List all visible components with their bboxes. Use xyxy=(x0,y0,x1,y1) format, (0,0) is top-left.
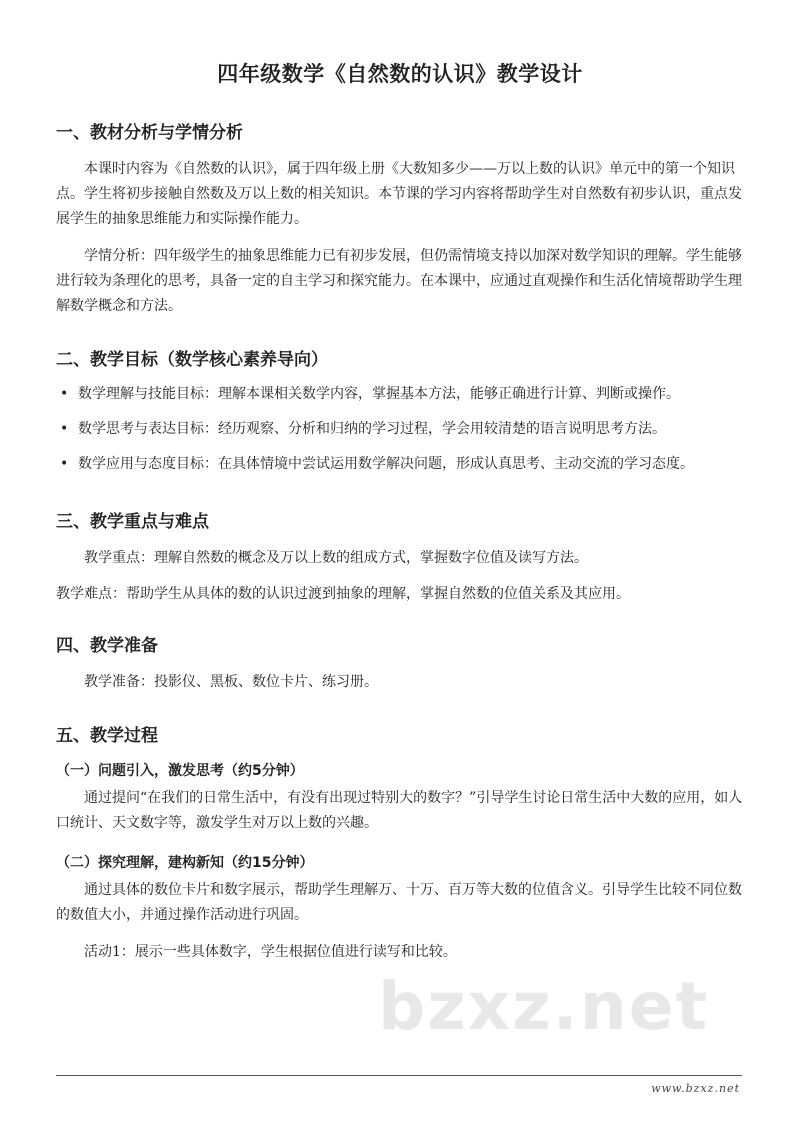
list-item: • 数学思考与表达目标：经历观察、分析和归纳的学习过程，学会用较清楚的语言说明思考方法。 xyxy=(76,417,746,442)
paragraph: 学情分析：四年级学生的抽象思维能力已有初步发展，但仍需情境支持以加深对数学知识的理解。学生能够进行较为条理化的思考，具备一定的自主学习和探究能力。在本课中，应通过直观操作和生活化情境帮助学生理解数学概念和方法。 xyxy=(56,248,742,314)
list-item: • 数学应用与态度目标：在具体情境中尝试运用数学解决问题，形成认真思考、主动交流的学习态度。 xyxy=(76,452,746,477)
subsection-heading: （一）问题引入，激发思考（约5分钟） xyxy=(56,763,304,779)
key-point-text: 教学重点：理解自然数的概念及万以上数的组成方式，掌握数字位值及读写方法。 xyxy=(84,550,588,566)
document-title: 四年级数学《自然数的认识》教学设计 xyxy=(217,62,583,86)
section-teaching-goals xyxy=(56,345,746,477)
watermark: bzxz.net xyxy=(378,968,710,1045)
list-item: • 数学理解与技能目标：理解本课相关数学内容，掌握基本方法，能够正确进行计算、判断或操作。 xyxy=(76,382,746,407)
activity-text: 活动1：展示一些具体数字，学生根据位值进行读写和比较。 xyxy=(84,944,457,960)
difficulty-text: 教学难点：帮助学生从具体的数的认识过渡到抽象的理解，掌握自然数的位值关系及其应用。 xyxy=(56,586,630,602)
section-teaching-process xyxy=(56,721,746,965)
section-heading: 二、教学目标（数学核心素养导向） xyxy=(56,350,328,370)
paragraph: 通过具体的数位卡片和数字展示，帮助学生理解万、十万、百万等大数的位值含义。引导学生比较不同位数的数值大小，并通过操作活动进行巩固。 xyxy=(56,882,742,923)
paragraph: 通过提问“在我们的日常生活中，有没有出现过特别大的数字？”引导学生讨论日常生活中大数的应用，如人口统计、天文数字等，激发学生对万以上数的兴趣。 xyxy=(56,790,743,831)
document-body xyxy=(56,118,746,965)
section-material-analysis xyxy=(56,118,746,319)
paragraph: 本课时内容为《自然数的认识》，属于四年级上册《大数知多少——万以上数的认识》单元中的第一个知识点。学生将初步接触自然数及万以上数的相关知识。本节课的学习内容将帮助学生对自然数有初步认识，重点发展学生的抽象思维能力和实际操作能力。 xyxy=(56,161,742,227)
footer-url: www.bzxz.net xyxy=(651,1082,740,1095)
section-heading: 四、教学准备 xyxy=(56,636,158,656)
subsection-heading: （二）探究理解，建构新知（约15分钟） xyxy=(56,855,314,871)
footer-divider xyxy=(56,1075,742,1076)
section-heading: 一、教材分析与学情分析 xyxy=(56,123,243,143)
section-key-points xyxy=(56,507,746,607)
section-heading: 三、教学重点与难点 xyxy=(56,512,209,532)
section-preparation xyxy=(56,631,746,695)
section-heading: 五、教学过程 xyxy=(56,726,158,746)
goal-list xyxy=(56,382,746,477)
preparation-text: 教学准备：投影仪、黑板、数位卡片、练习册。 xyxy=(84,674,378,690)
